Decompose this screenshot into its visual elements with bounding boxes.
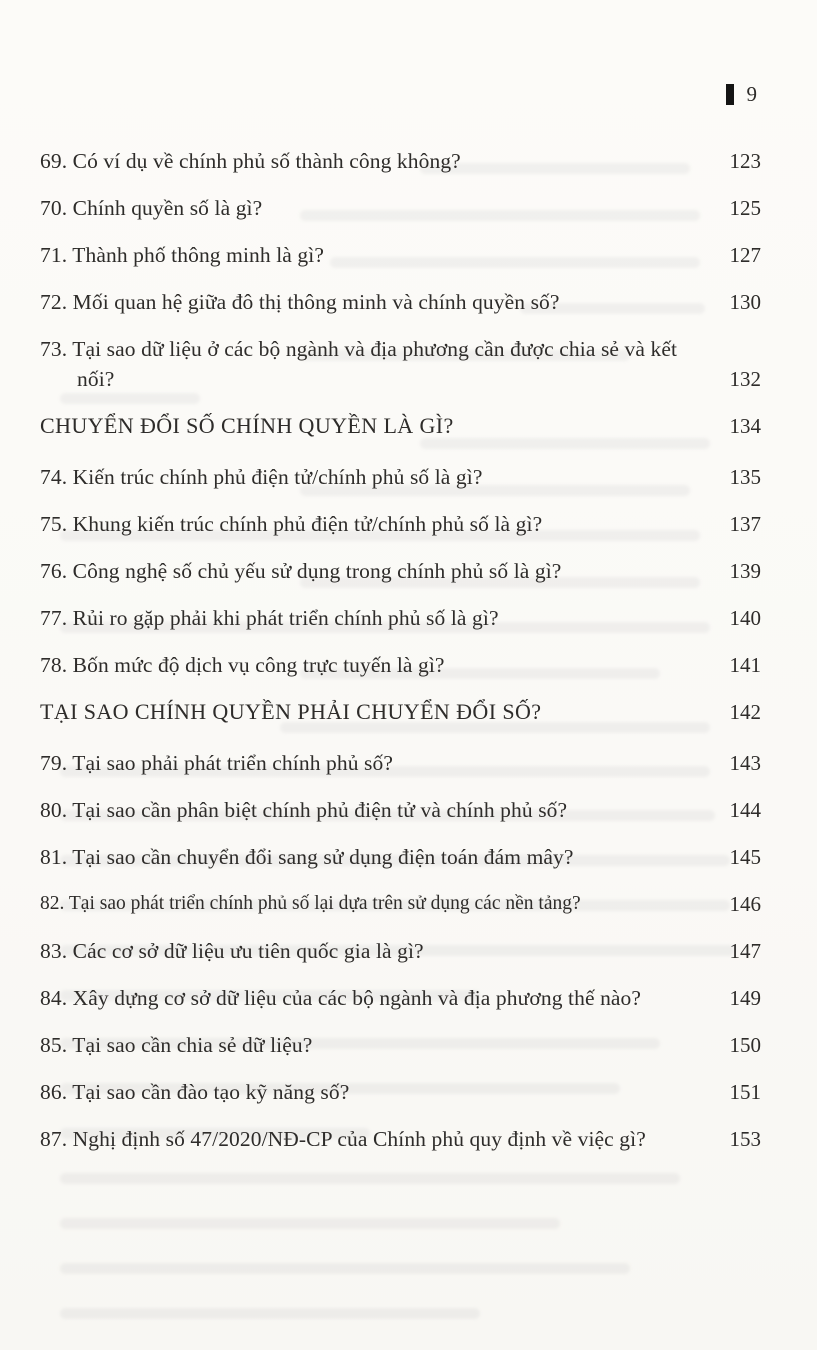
toc-entry-page: 130 xyxy=(729,290,761,314)
toc-entry-label: 73. Tại sao dữ liệu ở các bộ ngành và địa phương cần được chia sẻ và kết nối? xyxy=(40,337,678,391)
toc-entry-page: 149 xyxy=(729,986,761,1010)
toc-entry-label: 75. Khung kiến trúc chính phủ điện tử/chính phủ số là gì? xyxy=(40,512,543,536)
toc-section-heading xyxy=(40,411,761,441)
toc-section-page: 142 xyxy=(729,700,761,724)
toc-entry-page: 137 xyxy=(729,512,761,536)
toc-entry-page: 150 xyxy=(729,1033,761,1057)
toc-entry-label: 72. Mối quan hệ giữa đô thị thông minh và chính quyền số? xyxy=(40,290,560,314)
toc-entry-page: 151 xyxy=(729,1080,761,1104)
toc-entry xyxy=(40,1077,761,1107)
toc-entry-page: 132 xyxy=(729,367,761,391)
toc-entry-label: 86. Tại sao cần đào tạo kỹ năng số? xyxy=(40,1080,350,1104)
toc-entry xyxy=(40,889,761,919)
toc-entry xyxy=(40,936,761,966)
toc-section-label: TẠI SAO CHÍNH QUYỀN PHẢI CHUYỂN ĐỔI SỐ? xyxy=(40,699,542,724)
toc-entry-label: 81. Tại sao cần chuyển đổi sang sử dụng điện toán đám mây? xyxy=(40,845,574,869)
header-rule-icon xyxy=(726,84,734,105)
toc-entry xyxy=(40,1124,761,1154)
toc-entry-page: 144 xyxy=(729,798,761,822)
toc-entry-page: 140 xyxy=(729,606,761,630)
toc-entry-label: 71. Thành phố thông minh là gì? xyxy=(40,243,324,267)
toc-entry xyxy=(40,509,761,539)
toc-entry-page: 141 xyxy=(729,653,761,677)
toc-entry-label: 79. Tại sao phải phát triển chính phủ số? xyxy=(40,751,394,775)
toc-section-label: CHUYỂN ĐỔI SỐ CHÍNH QUYỀN LÀ GÌ? xyxy=(40,413,454,438)
toc-section-page: 134 xyxy=(729,414,761,438)
toc-entry xyxy=(40,334,761,394)
toc-entry xyxy=(40,1030,761,1060)
toc-entry xyxy=(40,603,761,633)
table-of-contents xyxy=(40,146,761,1171)
toc-entry xyxy=(40,842,761,872)
toc-entry-label: 87. Nghị định số 47/2020/NĐ-CP của Chính phủ quy định về việc gì? xyxy=(40,1127,646,1151)
toc-entry-label: 80. Tại sao cần phân biệt chính phủ điện tử và chính phủ số? xyxy=(40,798,568,822)
toc-section-heading xyxy=(40,697,761,727)
toc-entry-label: 74. Kiến trúc chính phủ điện tử/chính phủ số là gì? xyxy=(40,465,483,489)
toc-entry-label: 76. Công nghệ số chủ yếu sử dụng trong chính phủ số là gì? xyxy=(40,559,562,583)
toc-entry-page: 135 xyxy=(729,465,761,489)
toc-entry-page: 143 xyxy=(729,751,761,775)
toc-entry xyxy=(40,650,761,680)
toc-entry xyxy=(40,193,761,223)
toc-entry-label: 83. Các cơ sở dữ liệu ưu tiên quốc gia là gì? xyxy=(40,939,424,963)
toc-entry-label: 77. Rủi ro gặp phải khi phát triển chính phủ số là gì? xyxy=(40,606,499,630)
toc-entry xyxy=(40,556,761,586)
toc-entry-label: 70. Chính quyền số là gì? xyxy=(40,196,263,220)
toc-entry xyxy=(40,795,761,825)
toc-entry xyxy=(40,462,761,492)
toc-entry-label: 82. Tại sao phát triển chính phủ số lại dựa trên sử dụng các nền tảng? xyxy=(40,893,581,914)
toc-entry-page: 123 xyxy=(729,149,761,173)
toc-entry-label: 69. Có ví dụ về chính phủ số thành công không? xyxy=(40,149,461,173)
toc-entry-label: 85. Tại sao cần chia sẻ dữ liệu? xyxy=(40,1033,313,1057)
toc-entry-page: 153 xyxy=(729,1127,761,1151)
toc-entry-page: 147 xyxy=(729,939,761,963)
toc-entry xyxy=(40,287,761,317)
toc-entry-label: 84. Xây dựng cơ sở dữ liệu của các bộ ngành và địa phương thế nào? xyxy=(40,986,642,1010)
page-header xyxy=(726,82,758,107)
toc-entry-page: 145 xyxy=(729,845,761,869)
toc-entry-label: 78. Bốn mức độ dịch vụ công trực tuyến là gì? xyxy=(40,653,445,677)
toc-entry-page: 125 xyxy=(729,196,761,220)
toc-entry xyxy=(40,748,761,778)
toc-entry xyxy=(40,983,761,1013)
toc-entry-page: 139 xyxy=(729,559,761,583)
toc-entry-page: 127 xyxy=(729,243,761,267)
toc-entry xyxy=(40,240,761,270)
toc-entry-page: 146 xyxy=(729,892,761,916)
toc-entry xyxy=(40,146,761,176)
page-number: 9 xyxy=(746,82,757,106)
